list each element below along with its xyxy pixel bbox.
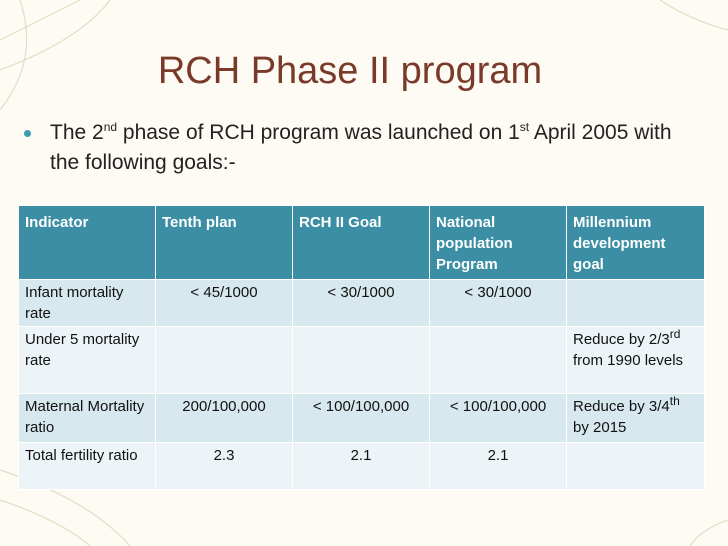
cell-mdg — [567, 443, 705, 490]
cell-npp: < 100/100,000 — [430, 394, 567, 443]
table-header-row — [19, 206, 705, 280]
cell-tenth-plan — [156, 327, 293, 394]
cell-rch-goal — [293, 327, 430, 394]
bullet-dot-icon — [24, 130, 31, 137]
table-row — [19, 394, 705, 443]
cell-rch-goal: < 100/100,000 — [293, 394, 430, 443]
cell-npp: 2.1 — [430, 443, 567, 490]
cell-tenth-plan: < 45/1000 — [156, 280, 293, 327]
header-national-population-program: National population Program — [430, 206, 567, 280]
goals-table — [18, 205, 705, 490]
cell-npp: < 30/1000 — [430, 280, 567, 327]
cell-indicator: Total fertility ratio — [19, 443, 156, 490]
table-row — [19, 327, 705, 394]
cell-mdg: Reduce by 2/3rd from 1990 levels — [567, 327, 705, 394]
cell-rch-goal: 2.1 — [293, 443, 430, 490]
slide-title: RCH Phase II program — [157, 50, 543, 92]
intro-text: The 2nd phase of RCH program was launched on 1st April 2005 with the following goals:- — [50, 120, 672, 174]
table-row — [19, 280, 705, 327]
header-millennium-goal: Millennium development goal — [567, 206, 705, 280]
header-indicator: Indicator — [19, 206, 156, 280]
header-rch-goal: RCH II Goal — [293, 206, 430, 280]
cell-tenth-plan: 200/100,000 — [156, 394, 293, 443]
cell-indicator: Maternal Mortality ratio — [19, 394, 156, 443]
cell-mdg: Reduce by 3/4th by 2015 — [567, 394, 705, 443]
cell-tenth-plan: 2.3 — [156, 443, 293, 490]
cell-rch-goal: < 30/1000 — [293, 280, 430, 327]
table-row — [19, 443, 705, 490]
cell-mdg — [567, 280, 705, 327]
cell-npp — [430, 327, 567, 394]
header-tenth-plan: Tenth plan — [156, 206, 293, 280]
intro-bullet — [22, 118, 702, 178]
cell-indicator: Infant mortality rate — [19, 280, 156, 327]
cell-indicator: Under 5 mortality rate — [19, 327, 156, 394]
